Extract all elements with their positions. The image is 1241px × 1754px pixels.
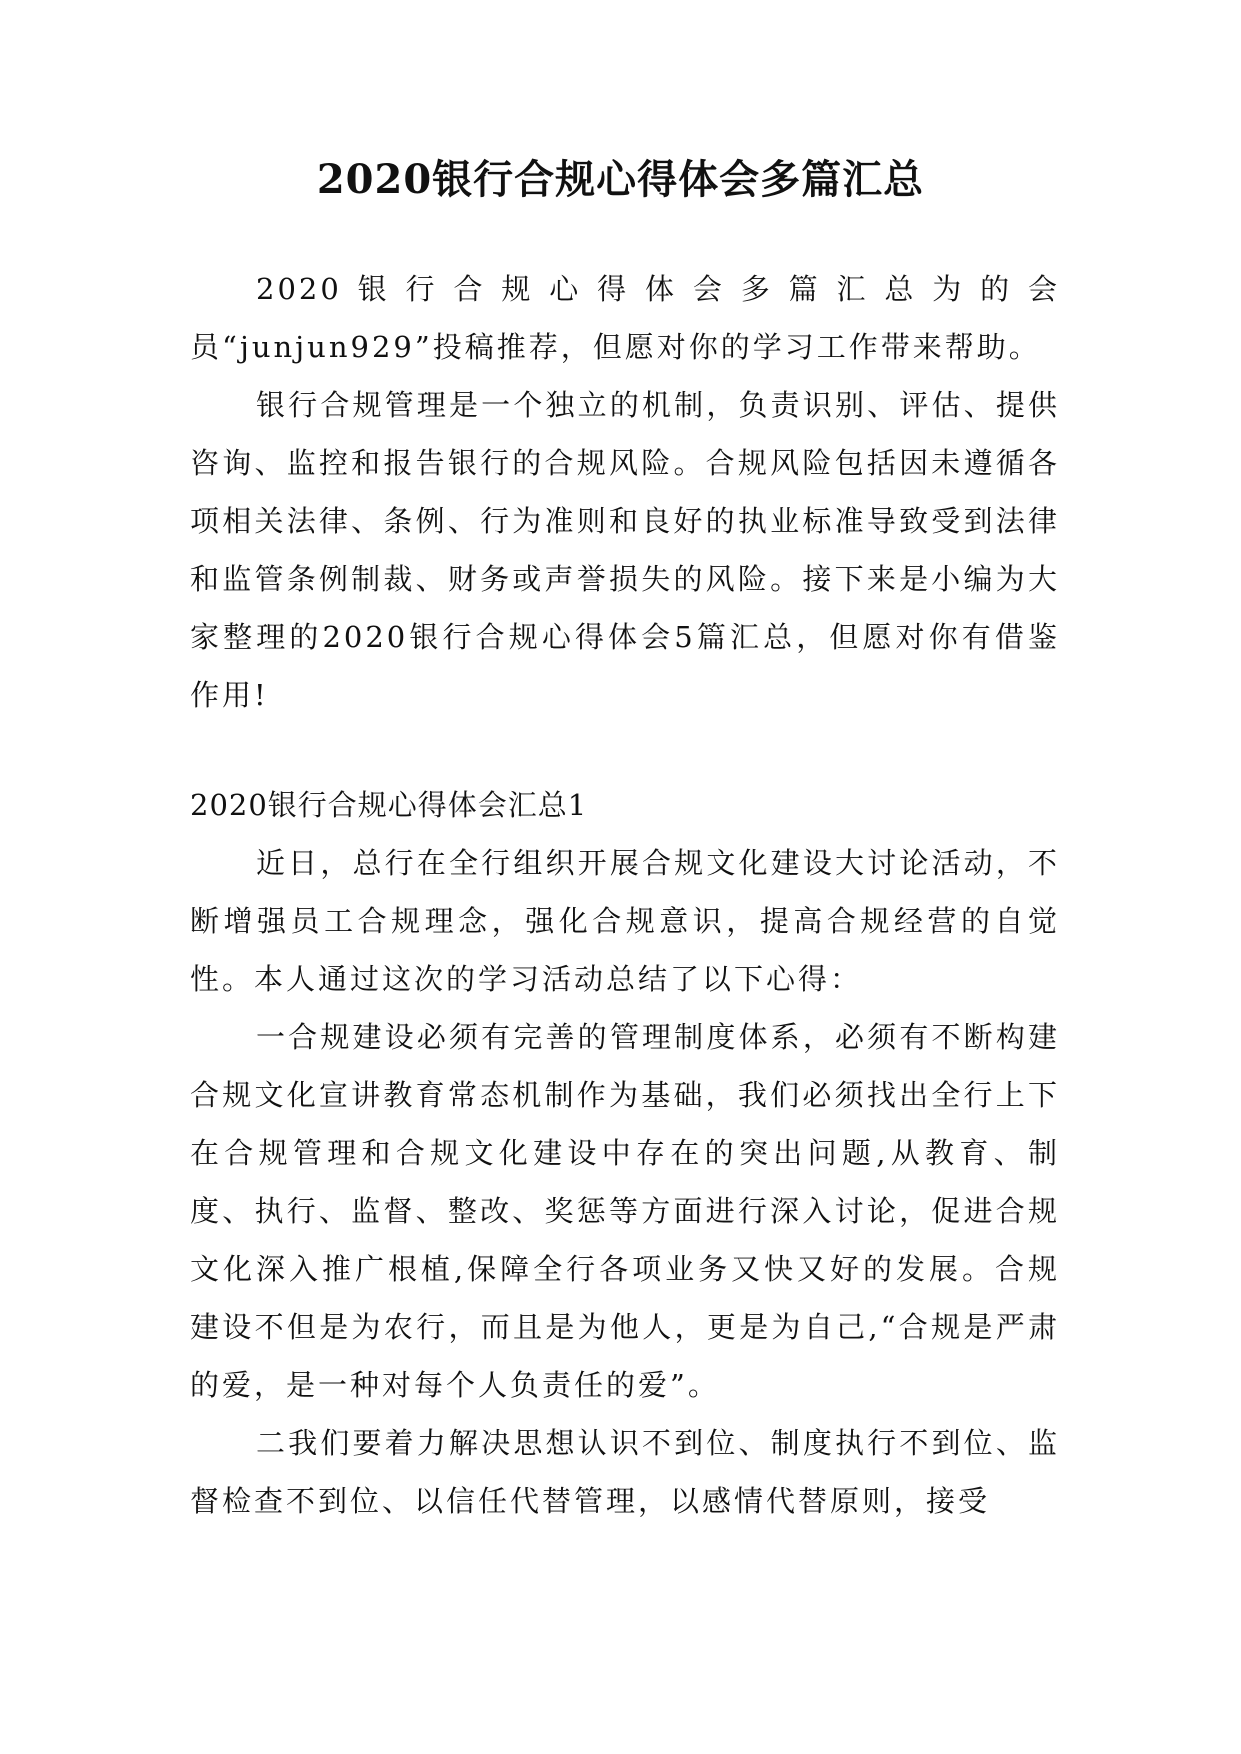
intro-paragraph: 2020银行合规心得体会多篇汇总为的会员“junjun929”投稿推荐，但愿对你的学习工作带来帮助。 (190, 272, 1060, 364)
document-body (190, 260, 1060, 1530)
section-paragraph: 二我们要着力解决思想认识不到位、制度执行不到位、监督检查不到位、以信任代替管理，以感情代替原则，接受 (190, 1426, 1060, 1518)
section-paragraph: 一合规建设必须有完善的管理制度体系，必须有不断构建合规文化宣讲教育常态机制作为基础，我们必须找出全行上下在合规管理和合规文化建设中存在的突出问题,从教育、制度、执行、监督、整改、奖惩等方面进行深入讨论，促进合规文化深入推广根植,保障全行各项业务又快又好的发展。合规建设不但是为农行，而且是为他人，更是为自己,“合规是严肃的爱，是一种对每个人负责任的爱”。 (190, 1020, 1060, 1402)
section-spacer (190, 724, 1060, 776)
intro-paragraph: 银行合规管理是一个独立的机制，负责识别、评估、提供咨询、监控和报告银行的合规风险。合规风险包括因未遵循各项相关法律、条例、行为准则和良好的执业标准导致受到法律和监管条例制裁、财务或声誉损失的风险。接下来是小编为大家整理的2020银行合规心得体会5篇汇总，但愿对你有借鉴作用! (190, 388, 1060, 712)
section-paragraph: 近日，总行在全行组织开展合规文化建设大讨论活动，不断增强员工合规理念，强化合规意识，提高合规经营的自觉性。本人通过这次的学习活动总结了以下心得： (190, 846, 1060, 996)
document-title: 2020银行合规心得体会多篇汇总 (316, 156, 925, 203)
section-heading: 2020银行合规心得体会汇总1 (190, 788, 588, 822)
